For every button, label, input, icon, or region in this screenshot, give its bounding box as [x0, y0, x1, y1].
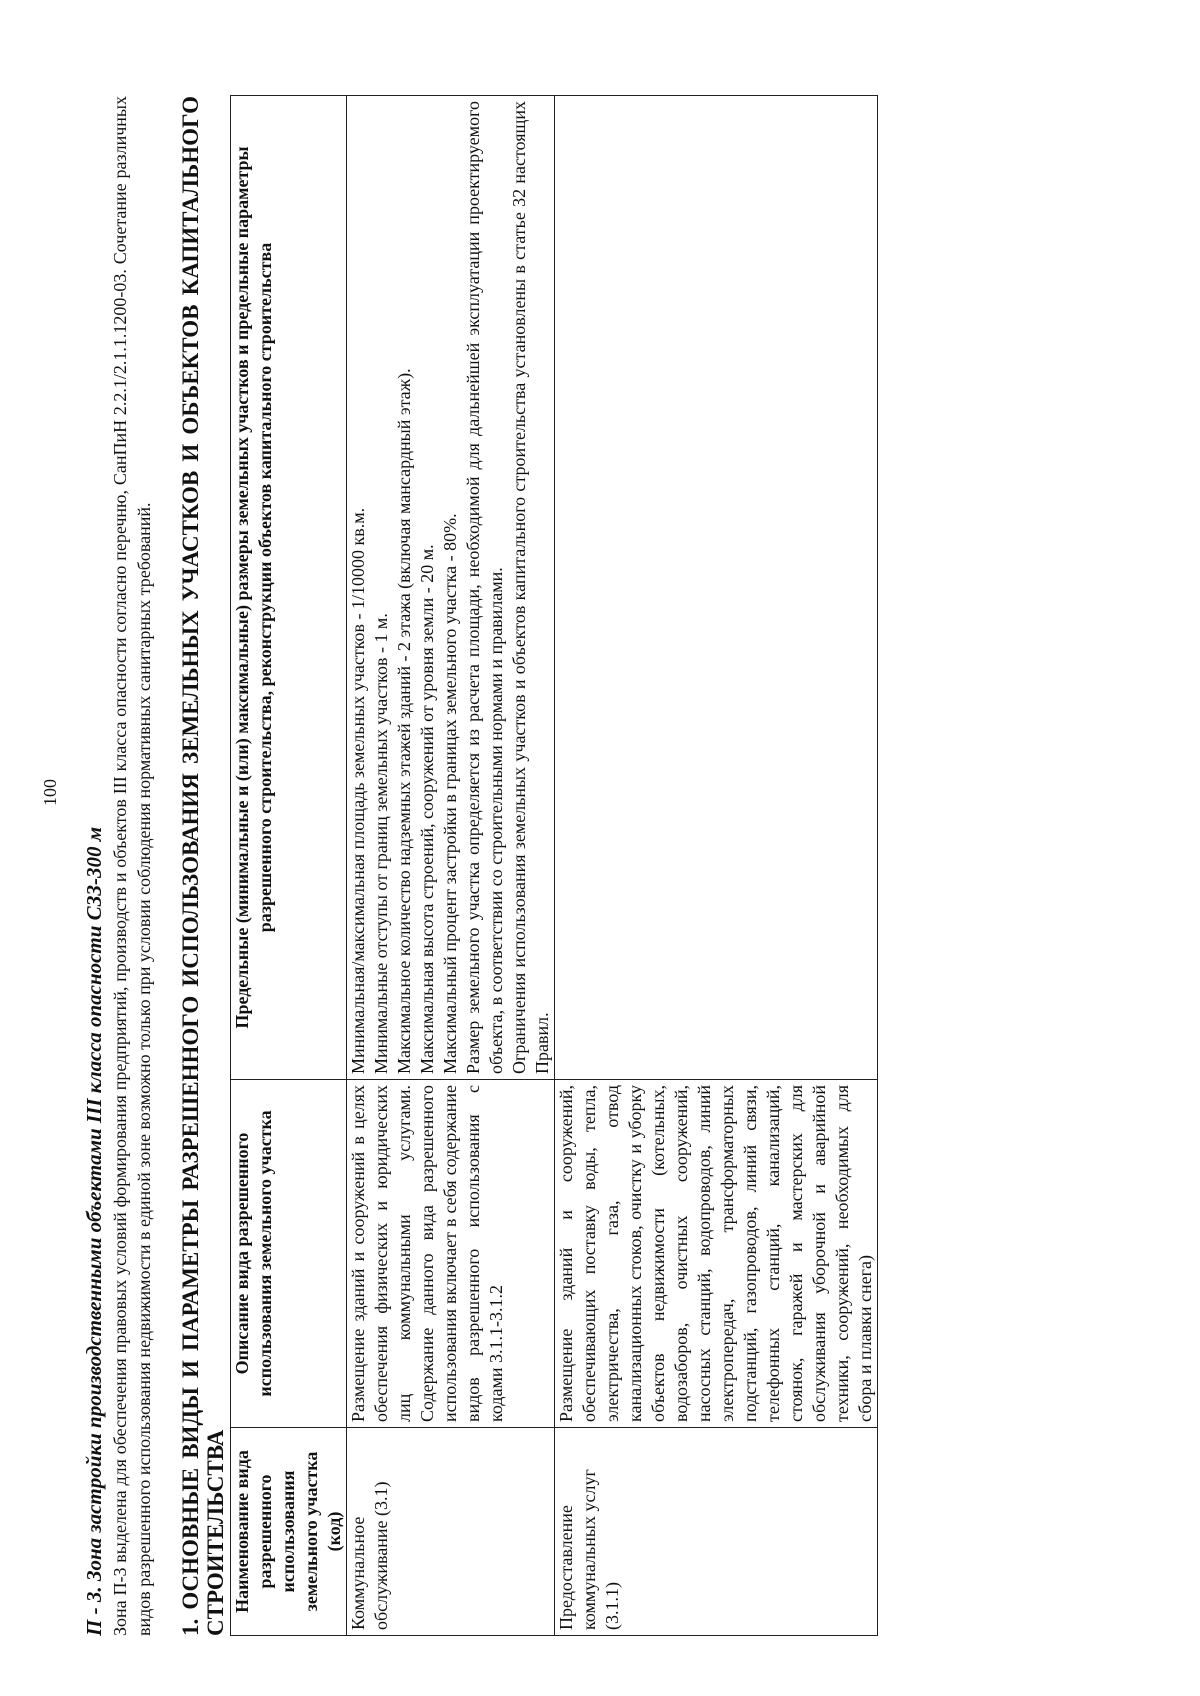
parameter-line: Минимальные отступы от границ земельных участков - 1 м.	[371, 613, 391, 1074]
parameter-line: Максимальный процент застройки в границах земельного участка - 80%.	[440, 513, 460, 1074]
use-name-cell: Предоставление коммунальных услуг (3.1.1)	[555, 1428, 878, 1636]
header-parameters: Предельные (минимальные и (или) максимальные) размеры земельных участков и предельные параметры разрешенного строительства, реконструкции объектов капитального строительства	[231, 96, 347, 1080]
table-header-row	[231, 96, 347, 1636]
parameter-line: Минимальная/максимальная площадь земельных участков - 1/10000 кв.м.	[348, 507, 368, 1074]
parameters-cell	[347, 96, 555, 1080]
parameter-line: Размер земельного участка определяется из расчета площади, необходимой для дальнейшей эксплуатации проектируемого объекта, в соответствии со строительными нормами и правилами.	[463, 101, 506, 1074]
parameter-line: Ограничения использования земельных участков и объектов капитального строительства установлены в статье 32 настоящих Правил.	[509, 101, 552, 1074]
parameters-cell	[555, 96, 878, 1080]
section-title: 1. ОСНОВНЫЕ ВИДЫ И ПАРАМЕТРЫ РАЗРЕШЕННОГО ИСПОЛЬЗОВАНИЯ ЗЕМЕЛЬНЫХ УЧАСТКОВ И ОБЪЕКТОВ КАПИТАЛЬНОГО СТРОИТЕЛЬСТВА	[178, 96, 228, 1636]
header-use-name: Наименование вида разрешенного использования земельного участка (код)	[231, 1428, 347, 1636]
zone-title: П - 3. Зона застройки производственными объектами III класса опасности СЗЗ-300 м	[82, 826, 106, 1636]
permitted-use-table	[230, 95, 878, 1636]
zone-description: Зона П-3 выделена для обеспечения правовых условий формирования предприятий, производств и объектов III класса опасности согласно перечню, СанПиН 2.2.1/2.1.1.1200-03. Сочетание различных видов разрешенного использования недвижимости в единой зоне возможно только при условии соблюдения нормативных санитарных требований.	[110, 96, 154, 1636]
use-name-cell: Коммунальное обслуживание (3.1)	[347, 1428, 555, 1636]
page-number: 100	[40, 779, 60, 806]
use-description-cell: Размещение зданий и сооружений, обеспечивающих поставку воды, тепла, электричества, газа, отвод канализационных стоков, очистку и уборку объектов недвижимости (котельных, водозаборов, очистных сооружений, насосных станций, водопроводов, линий электропередач, трансформаторных подстанций, газопроводов, линий связи, телефонных станций, канализаций, стоянок, гаражей и мастерских для обслуживания уборочной и аварийной техники, сооружений, необходимых для сбора и плавки снега)	[555, 1080, 878, 1428]
table-row	[555, 96, 878, 1636]
parameter-line: Максимальное количество надземных этажей зданий - 2 этажа (включая мансардный этаж).	[394, 368, 414, 1074]
use-description-cell: Размещение зданий и сооружений в целях обеспечения физических и юридических лиц коммунальными услугами. Содержание данного вида разрешенного использования включает в себя содержание видов разрешенного использования с кодами 3.1.1-3.1.2	[347, 1080, 555, 1428]
header-use-description: Описание вида разрешенного использования земельного участка	[231, 1080, 347, 1428]
page-content	[80, 96, 878, 1636]
table-row	[347, 96, 555, 1636]
parameter-line: Максимальная высота строений, сооружений от уровня земли - 20 м.	[417, 544, 437, 1074]
